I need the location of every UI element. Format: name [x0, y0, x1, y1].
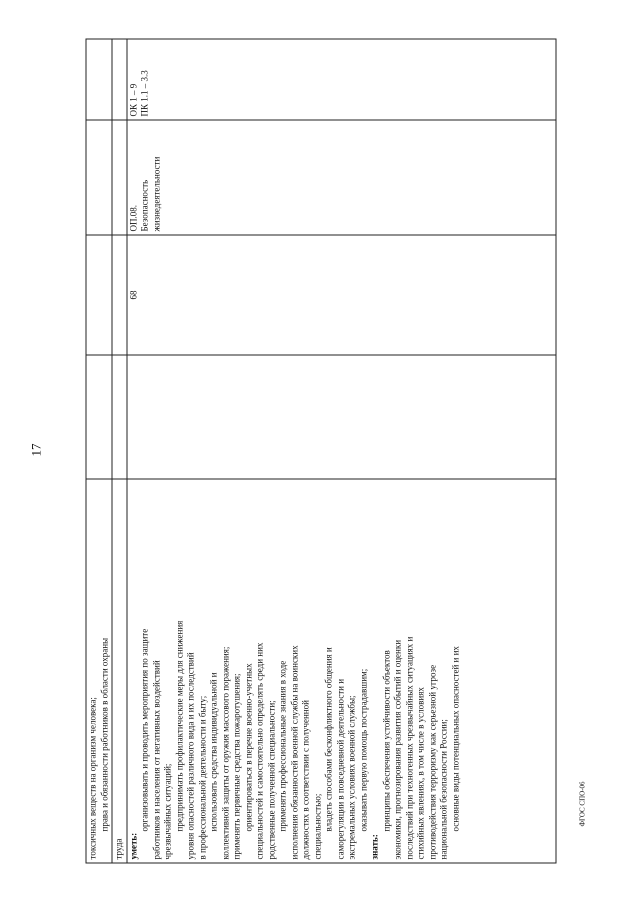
- requirement-line: чрезвычайных ситуаций;: [162, 763, 173, 860]
- requirements-cell: [127, 479, 556, 863]
- requirement-line: экономики, прогнозирования развития событий и оценки: [392, 639, 403, 860]
- table-row-separator: [112, 39, 127, 863]
- requirement-line: последствий при техногенных чрезвычайных ситуациях и: [404, 636, 415, 860]
- requirement-line: в профессиональной деятельности и быту;: [197, 695, 208, 860]
- requirement-line: предпринимать профилактические меры для снижения: [174, 620, 185, 832]
- empty-cell: [112, 39, 127, 120]
- rotated-page-content: [86, 40, 557, 864]
- empty-cell: [112, 120, 127, 235]
- requirement-line: работников и населения от негативных воздействий: [151, 660, 162, 860]
- hours-cell: [127, 235, 556, 355]
- requirement-line: знать:: [369, 834, 380, 860]
- requirement-line: исполнения обязанностей военной службы на воинских: [289, 645, 300, 860]
- separator-cell: [112, 479, 127, 863]
- competencies-cell: [127, 39, 556, 120]
- requirement-line: коллективной защиты от оружия массового поражения;: [220, 646, 231, 860]
- requirement-line: применять профессиональные знания в ходе: [277, 660, 288, 832]
- separator-line: труда: [113, 838, 124, 860]
- hours-value: 68: [128, 290, 139, 300]
- competency-ok: ОК 1 – 9: [128, 83, 139, 117]
- requirement-line: стихийных явлениях, в том числе в условиях: [415, 687, 426, 860]
- empty-cell: [86, 39, 112, 120]
- continuation-cell: [86, 479, 112, 863]
- requirement-line: должностях в соответствии с полученной: [300, 700, 311, 860]
- table-row-discipline: [127, 39, 556, 863]
- requirement-line: противодействия терроризму как серьезной угрозе: [427, 664, 438, 860]
- table-row-continuation: [86, 39, 112, 863]
- discipline-name-line-2: жизнедеятельности: [151, 156, 162, 232]
- requirement-line: уметь:: [128, 832, 139, 860]
- requirement-line: уровня опасностей различного вида и их последствий: [185, 652, 196, 860]
- continuation-line-2: права и обязанности работников в области охраны: [99, 637, 110, 832]
- empty-cell: [127, 355, 556, 479]
- requirement-line: организовывать и проводить мероприятия по защите: [139, 628, 150, 832]
- requirement-line: специальностью;: [312, 793, 323, 860]
- discipline-code: ОП.08.: [128, 205, 139, 232]
- curriculum-table: [86, 39, 557, 864]
- requirement-line: оказывать первую помощь пострадавшим;: [358, 668, 369, 832]
- requirement-line: принципы обеспечения устойчивости объектов: [381, 650, 392, 832]
- requirement-line: использовать средства индивидуальной и: [208, 672, 219, 832]
- empty-cell: [86, 355, 112, 479]
- requirement-line: национальной безопасности России;: [438, 719, 449, 860]
- requirement-line: основные виды потенциальных опасностей и их: [450, 646, 461, 832]
- empty-cell: [86, 235, 112, 355]
- requirement-line: экстремальных условиях военной службы;: [346, 695, 357, 860]
- footer-standard-code: ФГОС СПО-06: [578, 781, 587, 827]
- requirement-line: владеть способами бесконфликтного общения и: [323, 647, 334, 832]
- discipline-name-line-1: Безопасность: [139, 179, 150, 232]
- competency-pk: ПК 1.1 – 3.3: [139, 70, 150, 117]
- discipline-cell: [127, 120, 556, 235]
- empty-cell: [112, 355, 127, 479]
- continuation-line-1: токсичных веществ на организм человека;: [87, 697, 98, 860]
- empty-cell: [86, 120, 112, 235]
- requirement-line: ориентироваться в перечне военно-учетных: [243, 663, 254, 832]
- requirement-line: родственные полученной специальности;: [266, 700, 277, 860]
- requirement-line: специальностей и самостоятельно определять среди них: [254, 642, 265, 860]
- requirement-line: применять первичные средства пожаротушения;: [231, 673, 242, 860]
- requirement-line: саморегуляции в повседневной деятельности и: [335, 678, 346, 860]
- page-number: 17: [28, 443, 44, 457]
- empty-cell: [112, 235, 127, 355]
